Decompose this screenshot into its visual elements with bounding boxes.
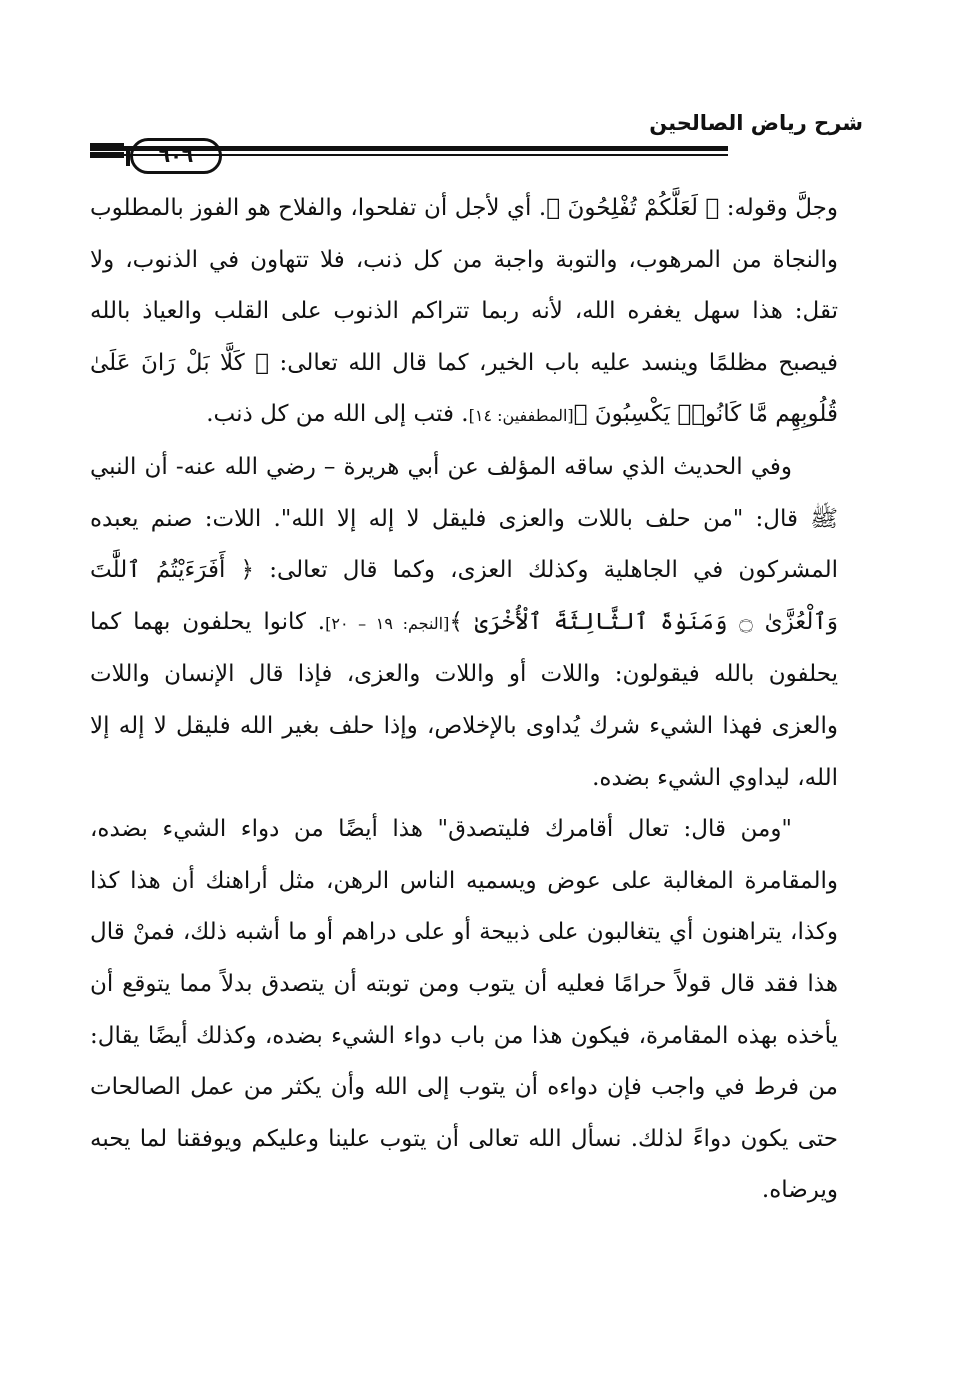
quran-quote: ﴿ أَفَرَءَيْتُمُ ٱللَّٰتَ وَٱلْعُزَّىٰ ۝ وَمَنَوٰةَ ٱلثَّالِثَةَ ٱلْأُخْرَىٰ ﴾	[90, 557, 838, 635]
text-run: . أي لأجل أن تفلحوا، والفلاح هو الفوز بالمطلوب والنجاة من المرهوب، والتوبة واجبة من كل ذنب، فلا تتهاون في الذنوب، ولا تقل: هذا سهل يغفره الله، لأنه ربما تتراكم الذنوب على القلب والعياذ بالله فيصبح مظلمًا وينسد عليه باب الخير، كما قال الله تعالى:	[90, 195, 839, 376]
page-number-badge: ٦٠٦	[130, 138, 222, 174]
header-ornament	[90, 143, 124, 167]
text-run: . كانوا يحلفون بهما كما يحلفون بالله فيقولون: واللات أو واللات والعزى، فإذا قال الإنسان واللات والعزى فهذا الشيء شرك يُداوى بالإخلاص، وإذا حلف بغير الله فليقل لا إله إلا الله، ليداوي الشيء بضده.	[90, 608, 838, 791]
verse-reference: [المطففين: ١٤]	[468, 406, 574, 426]
text-run: وجلَّ وقوله:	[719, 195, 838, 221]
verse-reference: [النجم: ١٩ – ٢٠]	[325, 613, 450, 633]
paragraph-2	[90, 442, 838, 804]
text-run: وفي الحديث الذي ساقه المؤلف عن أبي هريرة – رضي الله عنه- أن النبي ﷺ قال: "من حلف باللات والعزى فليقل لا إله إلا الله". اللات: صنم يعبده المشركون في الجاهلية وكذلك العزى، وكما قال تعالى:	[90, 453, 839, 584]
paragraph-3: "ومن قال: تعال أقامرك فليتصدق" هذا أيضًا من دواء الشيء بضده، والمقامرة المغالبة على عوض ويسميه الناس الرهن، مثل أراهنك أن هذا كذا وكذا، يتراهنون أي يتغالبون على ذبيحة أو على دراهم أو ما أشبه ذلك، فمنْ قال هذا فقد قال قولاً حرامًا فعليه أن يتوب ومن توبته أن يتصدق بدلاً مما يتوقع أن يأخذه بهذه المقامرة، فيكون هذا من باب دواء الشيء بضده، وكذلك أيضًا يقال: من فرط في واجب فإن دواءه أن يتوب إلى الله وأن يكثر من عمل الصالحات حتى يكون دواءً لذلك. نسأل الله تعالى أن يتوب علينا وعليكم ويوفقنا لما يحبه ويرضاه.	[90, 816, 838, 1204]
text-run: . فتب إلى الله من كل ذنب.	[206, 401, 469, 428]
running-header-title: شرح رياض الصالحين	[649, 111, 863, 135]
quran-quote: ﴿ لَعَلَّكُمْ تُفْلِحُونَ ﴾	[546, 195, 720, 221]
page-body	[90, 183, 838, 1217]
paragraph-1	[90, 183, 838, 442]
quran-quote: ﴿ كَلَّا بَلْ رَانَ عَلَىٰ قُلُوبِهِم مَّا كَانُوا۟ يَكْسِبُونَ ﴾	[90, 349, 838, 428]
